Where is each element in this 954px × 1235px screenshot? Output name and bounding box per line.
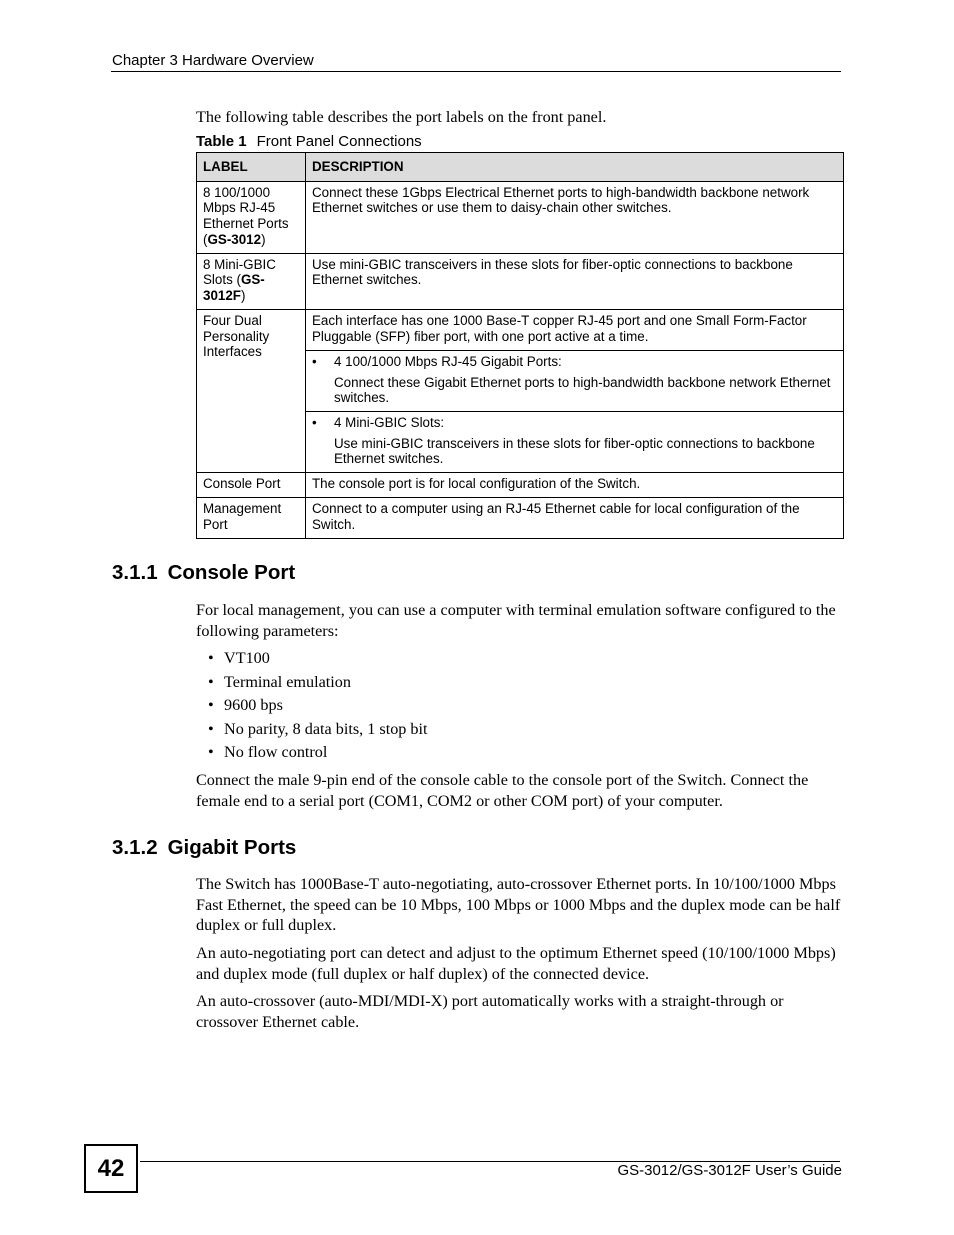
label-text: 8 Mini-GBIC Slots ( — [203, 256, 276, 288]
bullet-icon: • — [208, 719, 214, 738]
row-description: Use mini-GBIC transceivers in these slots for fiber-optic connections to backbone Ethernet switches. — [306, 253, 844, 309]
list-item — [208, 695, 428, 719]
bullet-icon: • — [208, 672, 214, 691]
running-footer: GS-3012/GS-3012F User’s Guide — [617, 1162, 842, 1179]
list-item-text: No parity, 8 data bits, 1 stop bit — [224, 719, 428, 738]
list-item — [312, 415, 837, 431]
row-description: The console port is for local configuration of the Switch. — [306, 473, 844, 498]
list-item-text: No flow control — [224, 743, 328, 761]
list-item — [208, 719, 428, 743]
label-model: GS-3012 — [207, 231, 262, 247]
table-caption — [196, 133, 422, 150]
front-panel-table — [196, 152, 844, 539]
row-label — [197, 181, 306, 253]
header-rule — [111, 71, 841, 72]
table-row — [197, 253, 844, 309]
bullet-icon: • — [312, 414, 317, 430]
label-text: 8 100/1000 Mbps RJ-45 Ethernet Ports ( — [203, 184, 289, 247]
section-title: Console Port — [167, 561, 296, 584]
section-heading-console-port — [112, 561, 295, 585]
page-number: 42 — [84, 1144, 138, 1193]
header-description: DESCRIPTION — [306, 153, 844, 182]
bullet-icon: • — [312, 353, 317, 369]
running-header: Chapter 3 Hardware Overview — [112, 52, 314, 69]
table-caption-number: Table 1 — [196, 133, 247, 150]
label-model: GS-3012F — [203, 272, 265, 304]
list-item-text: 9600 bps — [224, 696, 283, 714]
console-cable-paragraph: Connect the male 9-pin end of the console cable to the console port of the Switch. Connect the female end to a serial port (COM1, COM2 or other COM port) of your computer. — [196, 771, 809, 810]
table-row — [197, 309, 844, 350]
gigabit-paragraph-1: The Switch has 1000Base-T auto-negotiating, auto-crossover Ethernet ports. In 10/100/1000 Mbps Fast Ethernet, the speed can be 10 Mbps, 100 Mbps or 1000 Mbps and the duplex mode can be half duplex or full duplex. — [196, 875, 841, 934]
section-title: Gigabit Ports — [167, 836, 297, 859]
bullet-icon: • — [208, 696, 214, 714]
table-caption-title: Front Panel Connections — [256, 133, 422, 150]
bullet-icon: • — [208, 649, 214, 667]
section-number: 3.1.1 — [112, 561, 158, 584]
table-row — [197, 181, 844, 253]
row-description: Connect to a computer using an RJ-45 Ethernet cable for local configuration of the Switch. — [306, 498, 844, 539]
label-text-end: ) — [240, 288, 246, 304]
bullet-icon: • — [208, 743, 214, 761]
row-description: Each interface has one 1000 Base-T copper RJ-45 port and one Small Form-Factor Pluggable (SFP) fiber port, with one port active at a time. — [306, 309, 844, 350]
gigabit-paragraph-3: An auto-crossover (auto-MDI/MDI-X) port automatically works with a straight-through or crossover Ethernet cable. — [196, 992, 784, 1031]
subitem-description: Use mini-GBIC transceivers in these slots for fiber-optic connections to backbone Ethernet switches. — [334, 435, 815, 467]
section-number: 3.1.2 — [112, 836, 158, 859]
header-label: LABEL — [197, 153, 306, 182]
list-item — [208, 672, 428, 696]
row-label — [197, 253, 306, 309]
list-item-text: VT100 — [224, 649, 270, 667]
list-item — [208, 742, 428, 766]
console-intro-paragraph: For local management, you can use a computer with terminal emulation software configured to the following parameters: — [196, 601, 836, 640]
row-subitem — [306, 411, 844, 472]
console-parameters-list — [208, 648, 428, 766]
section-heading-gigabit-ports — [112, 836, 296, 860]
subitem-description: Connect these Gigabit Ethernet ports to high-bandwidth backbone network Ethernet switches. — [334, 374, 831, 406]
gigabit-paragraph-2: An auto-negotiating port can detect and adjust to the optimum Ethernet speed (10/100/1000 Mbps) and duplex mode (full duplex or half duplex) of the connected device. — [196, 944, 836, 983]
row-label: Console Port — [197, 473, 306, 498]
label-text-end: ) — [261, 231, 266, 247]
row-label: Four Dual Personality Interfaces — [197, 309, 306, 472]
row-label: Management Port — [197, 498, 306, 539]
intro-paragraph: The following table describes the port labels on the front panel. — [196, 108, 607, 126]
table-header-row — [197, 153, 844, 182]
list-item-text: Terminal emulation — [224, 672, 351, 691]
subitem-title: 4 100/1000 Mbps RJ-45 Gigabit Ports: — [334, 353, 562, 369]
list-item — [312, 354, 837, 370]
table-row — [197, 473, 844, 498]
row-subitem — [306, 350, 844, 411]
list-item — [208, 648, 428, 672]
table-row — [197, 498, 844, 539]
subitem-title: 4 Mini-GBIC Slots: — [334, 414, 445, 430]
row-description: Connect these 1Gbps Electrical Ethernet ports to high-bandwidth backbone network Ethernet switches or use them to daisy-chain other switches. — [306, 181, 844, 253]
